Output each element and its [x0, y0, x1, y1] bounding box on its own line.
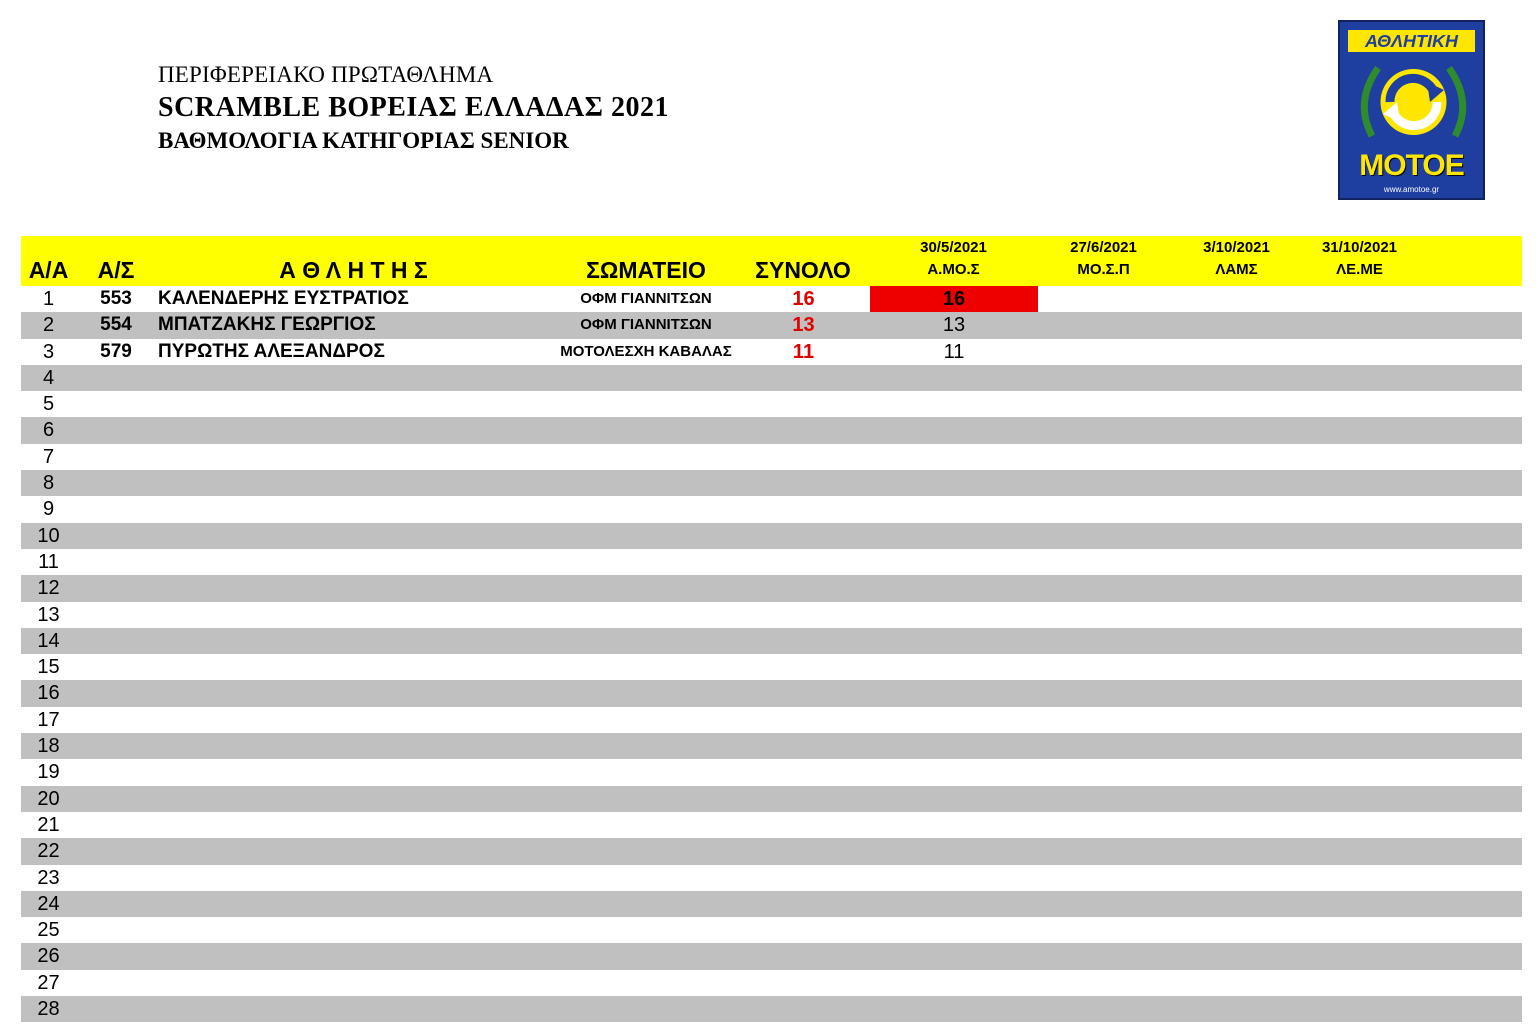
header-aa: Α/Α	[28, 257, 69, 283]
round-club: ΜΟ.Σ.Π	[1077, 261, 1130, 278]
position-cell: 3	[42, 340, 55, 363]
header-athlete: Α Θ Λ Η Τ Η Σ	[279, 257, 428, 283]
position-cell: 9	[42, 498, 55, 521]
table-row	[21, 970, 1522, 996]
table-row	[21, 496, 1522, 522]
athlete-name-cell: ΠΥΡΩΤΗΣ ΑΛΕΞΑΝΔΡΟΣ	[158, 340, 385, 362]
position-cell: 7	[42, 445, 55, 468]
athlete-name-cell: ΜΠΑΤΖΑΚΗΣ ΓΕΩΡΓΙΟΣ	[158, 314, 376, 336]
document-titles	[158, 60, 669, 156]
table-row	[21, 759, 1522, 785]
round-date: 30/5/2021	[920, 239, 987, 256]
table-row	[21, 891, 1522, 917]
round-1-points-cell: 13	[942, 314, 966, 337]
position-cell: 4	[42, 366, 55, 389]
table-row	[21, 312, 1522, 338]
table-row	[21, 654, 1522, 680]
round-date: 3/10/2021	[1203, 239, 1270, 256]
table-row	[21, 733, 1522, 759]
event-title: SCRAMBLE ΒΟΡΕΙΑΣ ΕΛΛΑΔΑΣ 2021	[158, 92, 669, 123]
position-cell: 24	[37, 892, 60, 915]
category-title: ΒΑΘΜΟΛΟΓΙΑ ΚΑΤΗΓΟΡΙΑΣ SENIOR	[158, 128, 569, 153]
header-round-1	[876, 237, 1031, 281]
racing-number-cell: 553	[100, 288, 132, 309]
header-round-4	[1282, 237, 1437, 281]
total-points-cell: 11	[792, 340, 815, 363]
table-row	[21, 444, 1522, 470]
racing-number-cell: 554	[100, 314, 132, 336]
racing-number-cell: 579	[100, 340, 132, 362]
position-cell: 10	[37, 524, 60, 547]
position-cell: 14	[37, 629, 60, 652]
position-cell: 19	[37, 761, 60, 784]
table-row	[21, 391, 1522, 417]
total-points-cell: 16	[792, 288, 815, 310]
table-row	[21, 286, 1522, 312]
standings-table	[21, 286, 1522, 1022]
position-cell: 17	[37, 708, 60, 731]
table-row	[21, 365, 1522, 391]
club-cell: ΜΟΤΟΛΕΣΧΗ ΚΑΒΑΛΑΣ	[560, 342, 732, 360]
position-cell: 12	[37, 577, 60, 600]
round-date: 27/6/2021	[1070, 239, 1137, 256]
header-as: Α/Σ	[97, 257, 135, 283]
position-cell: 26	[37, 945, 60, 968]
header-club: ΣΩΜΑΤΕΙΟ	[586, 257, 706, 283]
motoe-emblem-icon	[1352, 56, 1475, 148]
table-row	[21, 628, 1522, 654]
position-cell: 5	[42, 393, 55, 416]
position-cell: 11	[38, 550, 59, 573]
header-round-2	[1026, 237, 1181, 281]
round-club: ΛΕ.ΜΕ	[1336, 261, 1383, 278]
round-club: Α.ΜΟ.Σ	[927, 261, 980, 278]
position-cell: 21	[37, 813, 60, 836]
round-1-points-cell: 16	[870, 286, 1038, 312]
table-header	[21, 236, 1522, 286]
table-row	[21, 339, 1522, 365]
position-cell: 18	[37, 735, 60, 758]
round-1-points-cell: 11	[943, 340, 965, 363]
position-cell: 16	[37, 682, 60, 705]
table-row	[21, 917, 1522, 943]
logo-top-text: ΑΘΛΗΤΙΚΗ	[1348, 30, 1475, 52]
table-row	[21, 707, 1522, 733]
position-cell: 27	[37, 971, 60, 994]
position-cell: 25	[37, 919, 60, 942]
table-row	[21, 838, 1522, 864]
round-club: ΛΑΜΣ	[1215, 261, 1258, 278]
table-row	[21, 523, 1522, 549]
motoe-logo	[1338, 20, 1485, 200]
round-date: 31/10/2021	[1321, 239, 1398, 256]
table-row	[21, 996, 1522, 1022]
position-cell: 13	[37, 603, 60, 626]
table-row	[21, 602, 1522, 628]
position-cell: 1	[42, 288, 55, 310]
position-cell: 23	[37, 866, 60, 889]
table-row	[21, 812, 1522, 838]
club-cell: ΟΦΜ ΓΙΑΝΝΙΤΣΩΝ	[580, 290, 712, 307]
position-cell: 8	[42, 472, 55, 495]
header-total: ΣΥΝΟΛΟ	[755, 257, 851, 283]
logo-url: www.amotoe.gr	[1383, 185, 1440, 194]
table-row	[21, 680, 1522, 706]
position-cell: 20	[37, 787, 60, 810]
position-cell: 6	[42, 419, 55, 442]
athlete-name-cell: ΚΑΛΕΝΔΕΡΗΣ ΕΥΣΤΡΑΤΙΟΣ	[158, 288, 409, 309]
club-cell: ΟΦΜ ΓΙΑΝΝΙΤΣΩΝ	[580, 316, 712, 334]
position-cell: 15	[37, 656, 60, 679]
table-row	[21, 470, 1522, 496]
logo-brand: ΜΟΤΟΕ	[1359, 149, 1464, 182]
table-row	[21, 549, 1522, 575]
position-cell: 2	[42, 314, 55, 337]
table-row	[21, 417, 1522, 443]
table-row	[21, 786, 1522, 812]
championship-title: ΠΕΡΙΦΕΡΕΙΑΚΟ ΠΡΩΤΑΘΛΗΜΑ	[158, 62, 494, 87]
total-points-cell: 13	[792, 314, 815, 337]
table-row	[21, 575, 1522, 601]
table-row	[21, 865, 1522, 891]
position-cell: 28	[37, 998, 60, 1021]
table-row	[21, 943, 1522, 969]
position-cell: 22	[37, 840, 60, 863]
